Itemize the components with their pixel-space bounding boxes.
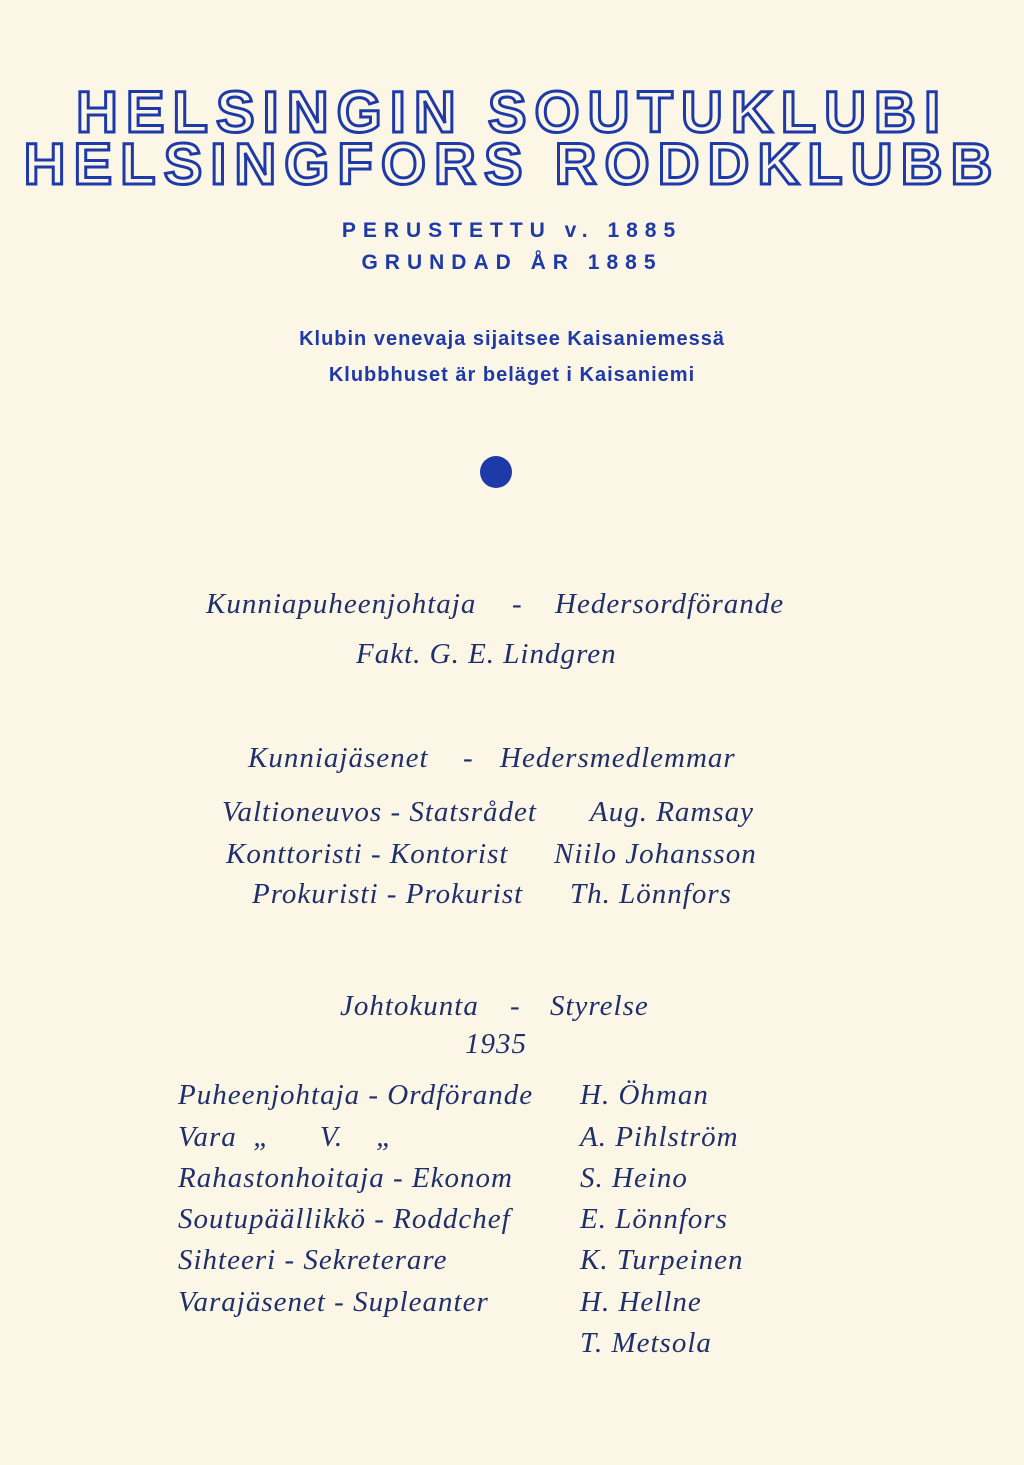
honorary-chair-name: Fakt. G. E. Lindgren [356,638,617,670]
board-member: K. Turpeinen [580,1244,744,1276]
board-member: T. Metsola [580,1327,712,1359]
board-role: Puheenjohtaja - Ordförande [178,1079,534,1111]
board-role: Soutupäällikkö - Roddchef [178,1203,511,1235]
location-swedish: Klubbhuset är beläget i Kaisaniemi [328,364,696,386]
board-member: H. Öhman [580,1079,709,1111]
board-heading-sv: Styrelse [550,990,649,1022]
board-role: Varajäsenet - Supleanter [178,1286,489,1318]
title-swedish: HELSINGFORS RODDKLUBB [23,132,1001,197]
honorary-members-heading-fi: Kunniajäsenet [248,742,429,774]
member-name: Th. Lönnfors [570,878,732,910]
board-heading-sep: - [510,990,521,1022]
location-finnish: Klubin venevaja sijaitsee Kaisaniemessä [299,328,725,350]
honorary-chair-heading-fi: Kunniapuheenjohtaja [206,588,477,620]
board-role: Rahastonhoitaja - Ekonom [178,1162,513,1194]
board-member: A. Pihlström [580,1121,739,1153]
honorary-chair-heading-sv: Hedersordförande [555,588,785,620]
founded-swedish: GRUNDAD ÅR 1885 [361,251,663,274]
board-year: 1935 [465,1028,527,1060]
member-title: Valtioneuvos - Statsrådet [222,796,537,828]
member-name: Niilo Johansson [554,838,757,870]
board-role: Vara „ V. „ [178,1121,394,1153]
honorary-members-heading-sv: Hedersmedlemmar [500,742,736,774]
board-heading-fi: Johtokunta [340,990,479,1022]
member-name: Aug. Ramsay [590,796,755,828]
board-member: E. Lönnfors [580,1203,728,1235]
member-title: Konttoristi - Kontorist [226,838,509,870]
bullet-ornament [480,456,512,488]
founded-finnish: PERUSTETTU v. 1885 [341,219,683,242]
board-role: Sihteeri - Sekreterare [178,1244,448,1276]
board-member: H. Hellne [580,1286,702,1318]
title-finnish: HELSINGIN SOUTUKLUBI [75,80,949,145]
honorary-members-sep: - [463,742,474,774]
board-member: S. Heino [580,1162,688,1194]
honorary-chair-sep: - [512,588,523,620]
member-title: Prokuristi - Prokurist [252,878,524,910]
